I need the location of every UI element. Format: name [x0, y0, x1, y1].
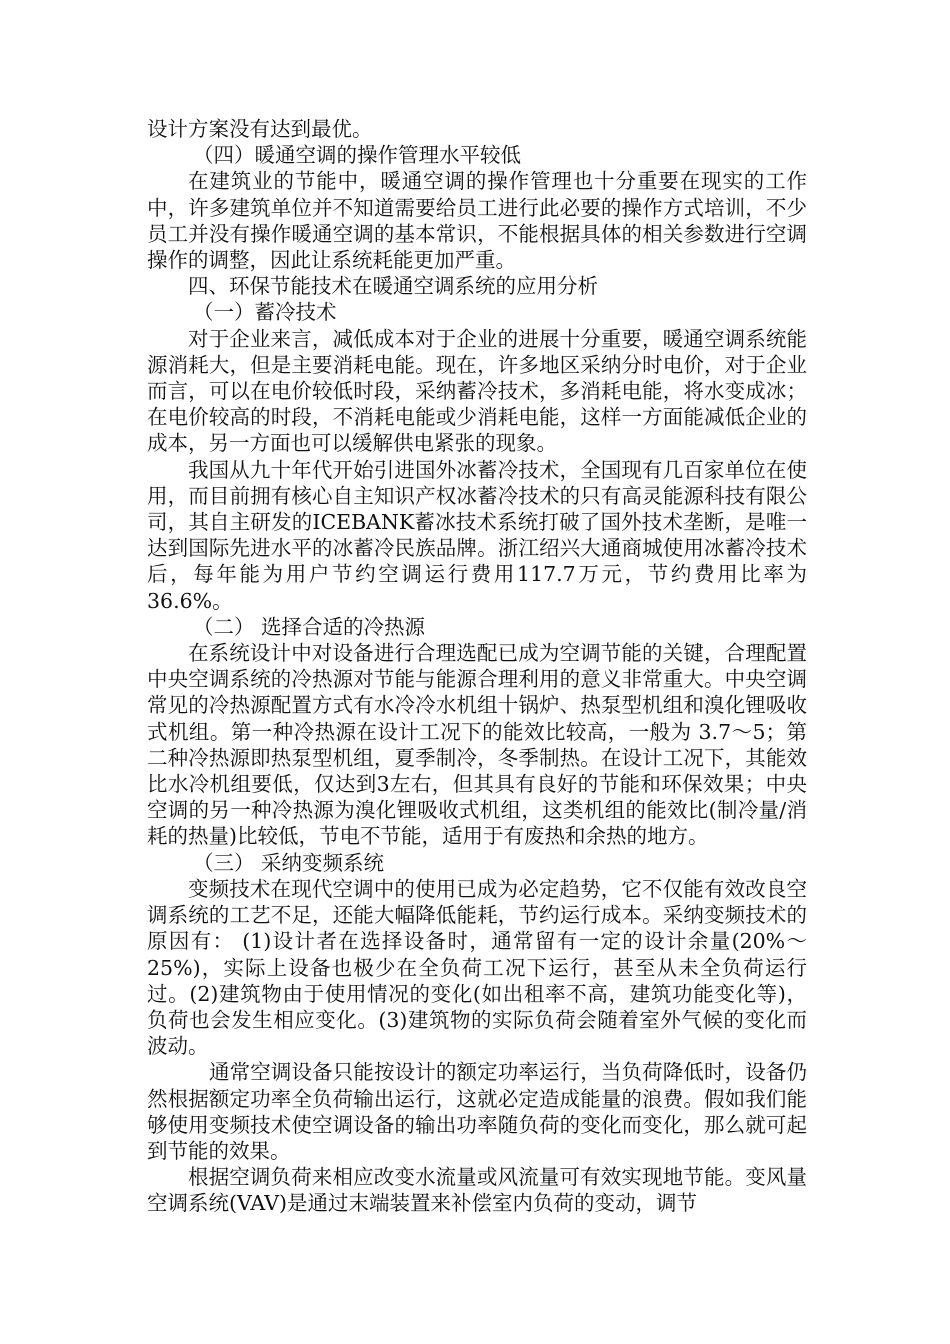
subheading-variable-frequency: （三） 采纳变频系统: [193, 850, 385, 875]
paragraph-ice-storage: 我国从九十年代开始引进国外冰蓄冷技术，全国现有几百家单位在使用，而目前拥有核心自主知识产权冰蓄冷技术的只有高灵能源科技有限公司，其自主研发的ICEBANK蓄冰技术系统打破了国外技术垄断，是唯一达到国际先进水平的冰蓄冷民族品牌。浙江绍兴大通商城使用冰蓄冷技术后，每年能为用户节约空调运行费用117.7万元，节约费用比率为36.6%。: [147, 457, 807, 613]
paragraph-rated-power: 通常空调设备只能按设计的额定功率运行，当负荷降低时，设备仍然根据额定功率全负荷输出运行，这就必定造成能量的浪费。假如我们能够使用变频技术使空调设备的输出功率随负荷的变化而变化，那么就可起到节能的效果。: [147, 1060, 807, 1163]
subheading-heat-source: （二） 选择合适的冷热源: [193, 614, 426, 639]
paragraph-heat-source: 在系统设计中对设备进行合理选配已成为空调节能的关键，合理配置中央空调系统的冷热源对节能与能源合理利用的意义非常重大。中央空调常见的冷热源配置方式有水冷冷水机组十锅炉、热泵型机组和溴化锂吸收式机组。第一种冷热源在设计工况下的能效比较高，一般为 3.7～5；第二种冷热源即热泵型机组，夏季制冷，冬季制热。在设计工况下，其能效比水冷机组要低，仅达到3左右，但其具有良好的节能和环保效果；中央空调的另一种冷热源为溴化锂吸收式机组，这类机组的能效比(制冷量/消耗的热量)比较低，节电不节能，适用于有废热和余热的地方。: [147, 641, 807, 849]
paragraph-vav: 根据空调负荷来相应改变水流量或风流量可有效实现地节能。变风量空调系统(VAV)是通过末端装置来补偿室内负荷的变动，调节: [147, 1165, 807, 1216]
paragraph-operation-management: 在建筑业的节能中，暖通空调的操作管理也十分重要在现实的工作中，许多建筑单位并不知道需要给员工进行此必要的操作方式培训，不少员工并没有操作暖通空调的基本常识，不能根据具体的相关参数进行空调操作的调整，因此让系统耗能更加严重。: [147, 169, 807, 273]
paragraph-cold-storage: 对于企业来言，减低成本对于企业的进展十分重要，暖通空调系统能源消耗大，但是主要消耗电能。现在，许多地区采纳分时电价，对于企业而言，可以在电价较低时段，采纳蓄冷技术，多消耗电能，将水变成冰；在电价较高的时段，不消耗电能或少消耗电能，这样一方面能减低企业的成本，另一方面也可以缓解供电紧张的现象。: [147, 326, 807, 456]
paragraph-continuation: 设计方案没有达到最优。: [147, 117, 373, 141]
section-heading-application: 四、环保节能技术在暖通空调系统的应用分析: [188, 274, 598, 299]
subheading-operation-management: （四）暖通空调的操作管理水平较低: [193, 143, 521, 168]
paragraph-variable-frequency: 变频技术在现代空调中的使用已成为必定趋势，它不仅能有效改良空调系统的工艺不足，还能大幅降低能耗，节约运行成本。采纳变频技术的原因有： (1)设计者在选择设备时，通常留有一定的设计余量(20%～25%)，实际上设备也极少在全负荷工况下运行，甚至从未全负荷运行过。(2)建筑物由于使用情况的变化(如出租率不高，建筑功能变化等)，负荷也会发生相应变化。(3)建筑物的实际负荷会随着室外气候的变化而波动。: [147, 876, 807, 1059]
subheading-cold-storage: （一）蓄冷技术: [193, 300, 337, 325]
document-page: [147, 116, 807, 1217]
